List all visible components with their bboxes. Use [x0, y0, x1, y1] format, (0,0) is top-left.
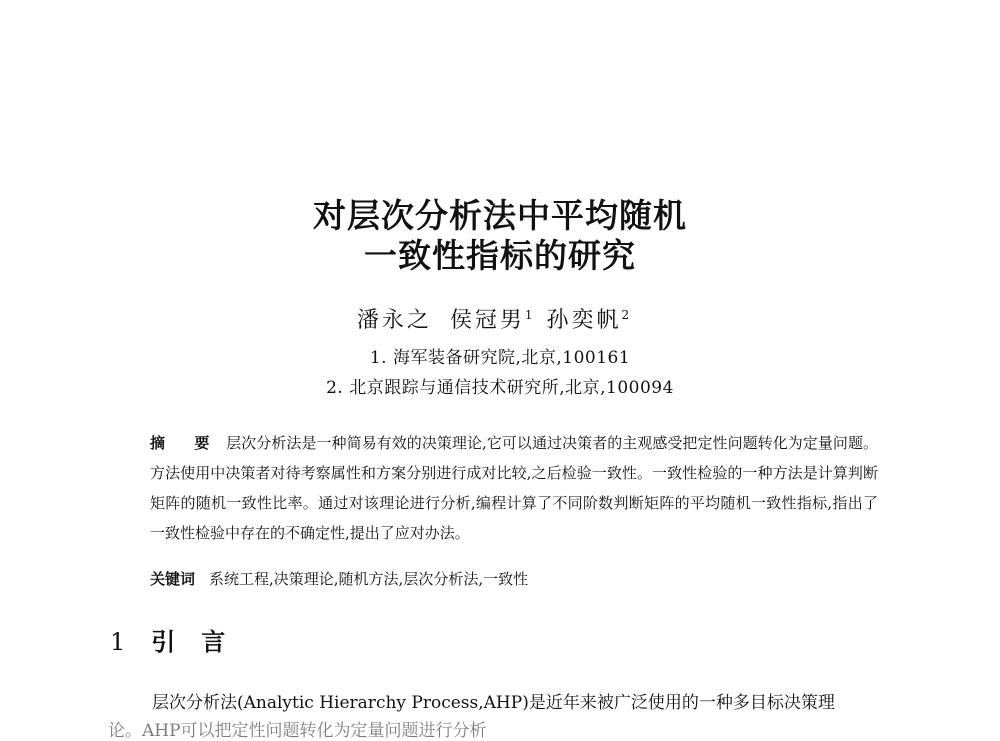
section-heading — [110, 622, 251, 657]
author-affiliation-mark: 2 — [621, 307, 630, 322]
abstract — [150, 428, 878, 548]
author-name: 侯冠男 — [449, 308, 525, 333]
author-list — [0, 303, 1000, 334]
author-name: 潘永之 — [356, 308, 432, 333]
section-title: 引言 — [151, 628, 252, 656]
section-number: 1 — [110, 628, 126, 656]
abstract-text: 层次分析法是一种简易有效的决策理论,它可以通过决策者的主观感受把定性问题转化为定量问题。方法使用中决策者对待考察属性和方案分别进行成对比较,之后检验一致性。一致性检验的一种方法是计算判断矩阵的随机一致性比率。通过对该理论进行分析,编程计算了不同阶数判断矩阵的平均随机一致性指标,指出了一致性检验中存在的不确定性,提出了应对办法。 — [150, 434, 878, 542]
body-paragraph-cut-line: 论。AHP可以把定性问题转化为定量问题进行分析 — [108, 721, 487, 741]
keywords-label: 关键词 — [150, 570, 196, 588]
keywords-text: 系统工程,决策理论,随机方法,层次分析法,一致性 — [209, 570, 529, 588]
body-paragraph-line: 层次分析法(Analytic Hierarchy Process,AHP)是近年来被广泛使用的一种多目标决策理 — [152, 693, 835, 713]
affiliation-2: 2. 北京跟踪与通信技术研究所,北京,100094 — [326, 378, 674, 398]
keywords — [150, 568, 878, 589]
affiliation-1: 1. 海军装备研究院,北京,100161 — [369, 348, 631, 368]
paper-title-line-2: 一致性指标的研究 — [364, 236, 636, 275]
paper-title-line-1: 对层次分析法中平均随机 — [313, 196, 687, 235]
author-name: 孙奕帆 — [546, 308, 622, 333]
abstract-label: 摘 要 — [150, 434, 222, 452]
author-affiliation-mark: 1 — [524, 307, 533, 322]
